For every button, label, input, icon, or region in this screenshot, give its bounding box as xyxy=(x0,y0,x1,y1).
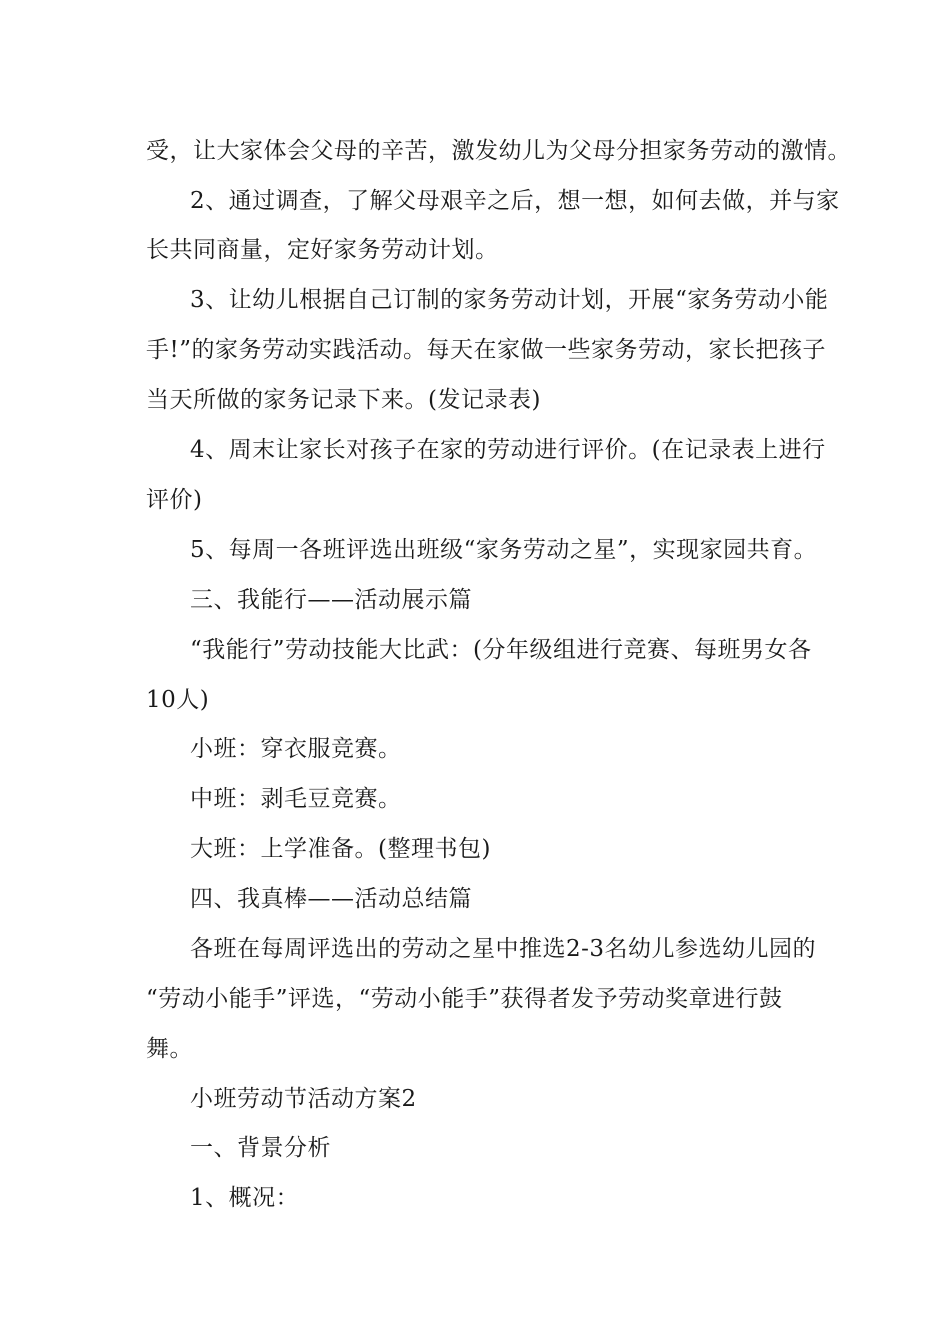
document-title: 小班劳动节活动方案2 xyxy=(190,1086,417,1112)
subsection-heading: 1、概况： xyxy=(190,1185,300,1211)
paragraph-line: 3、让幼儿根据自己订制的家务劳动计划，开展“家务劳动小能 xyxy=(190,287,829,313)
paragraph-line: 大班：上学准备。(整理书包) xyxy=(190,836,491,862)
paragraph-line: “劳动小能手”评选，“劳动小能手”获得者发予劳动奖章进行鼓 xyxy=(146,986,783,1012)
paragraph-line: “我能行”劳动技能大比武：(分年级组进行竞赛、每班男女各 xyxy=(190,637,812,663)
paragraph-line: 长共同商量，定好家务劳动计划。 xyxy=(146,237,499,263)
section-heading: 一、背景分析 xyxy=(190,1135,331,1161)
paragraph-line: 中班：剥毛豆竞赛。 xyxy=(190,786,402,812)
paragraph-line: 当天所做的家务记录下来。(发记录表) xyxy=(146,387,541,413)
paragraph-line: 4、周末让家长对孩子在家的劳动进行评价。(在记录表上进行 xyxy=(190,437,826,463)
paragraph-line: 评价) xyxy=(146,487,203,513)
paragraph-line: 舞。 xyxy=(146,1036,193,1062)
paragraph-line: 受，让大家体会父母的辛苦，激发幼儿为父母分担家务劳动的激情。 xyxy=(146,138,851,164)
paragraph-line: 10人) xyxy=(146,687,210,713)
paragraph-line: 各班在每周评选出的劳动之星中推选2-3名幼儿参选幼儿园的 xyxy=(190,936,817,962)
paragraph-line: 手!”的家务劳动实践活动。每天在家做一些家务劳动，家长把孩子 xyxy=(146,337,827,363)
section-heading: 三、我能行——活动展示篇 xyxy=(190,587,472,613)
paragraph-line: 小班：穿衣服竞赛。 xyxy=(190,736,402,762)
paragraph-line: 2、通过调查，了解父母艰辛之后，想一想，如何去做，并与家 xyxy=(190,188,840,214)
section-heading: 四、我真棒——活动总结篇 xyxy=(190,886,472,912)
paragraph-line: 5、每周一各班评选出班级“家务劳动之星”，实现家园共育。 xyxy=(190,537,818,563)
